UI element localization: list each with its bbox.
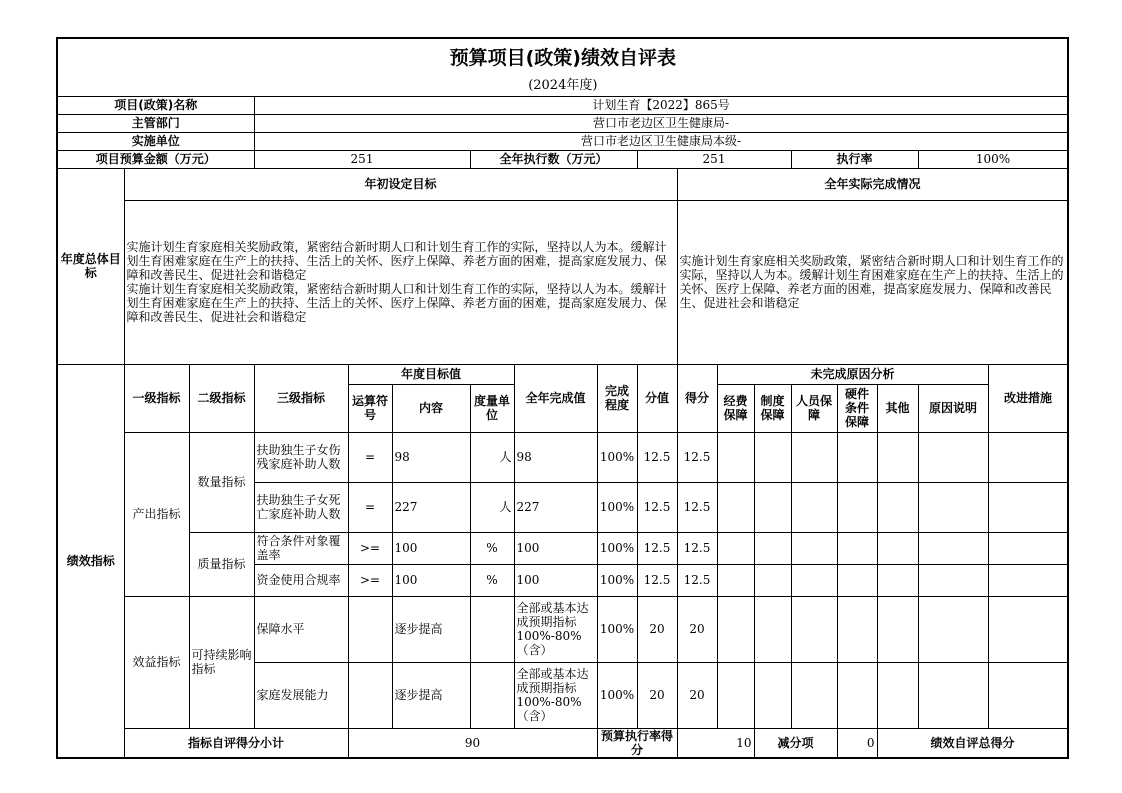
row-op — [348, 596, 392, 662]
row-score: 20 — [677, 596, 717, 662]
group-quantity: 数量指标 — [189, 432, 254, 532]
row-name: 家庭发展能力 — [254, 662, 348, 728]
rate-value: 100% — [918, 150, 1068, 168]
deduct-label: 减分项 — [754, 728, 837, 758]
table-row — [57, 432, 1068, 482]
row-op: >= — [348, 564, 392, 596]
initial-goal-paragraph-2: 实施计划生育家庭相关奖励政策，紧密结合新时期人口和计划生育工作的实际，坚持以人为本。缓解计划生育困难家庭在生产上的扶持、生活上的关怀、医疗上保障、养老方面的困难，提高家庭发展力、保障和改善民生、促进社会和谐稳定 — [126, 282, 667, 324]
project-name-value: 计划生育【2022】865号 — [254, 96, 1068, 114]
header-reason-desc: 原因说明 — [918, 384, 988, 432]
row-value: 12.5 — [637, 432, 677, 482]
actual-result-header: 全年实际完成情况 — [677, 168, 1068, 200]
row-content: 100 — [392, 564, 470, 596]
subtotal-label: 指标自评得分小计 — [124, 728, 348, 758]
initial-goal-header: 年初设定目标 — [124, 168, 677, 200]
year-subtitle: (2024年度) — [57, 76, 1068, 96]
budget-label: 项目预算金额（万元） — [57, 150, 254, 168]
row-name: 符合条件对象覆盖率 — [254, 532, 348, 564]
exec-score-label: 预算执行率得分 — [597, 728, 677, 758]
row-unit: 人 — [470, 482, 514, 532]
header-level1: 一级指标 — [124, 364, 189, 432]
row-actual: 98 — [514, 432, 597, 482]
exec-label: 全年执行数（万元） — [470, 150, 637, 168]
row-name: 资金使用合规率 — [254, 564, 348, 596]
row-value: 12.5 — [637, 564, 677, 596]
self-evaluation-table — [56, 37, 1069, 759]
header-reason-fund: 经费保障 — [717, 384, 754, 432]
row-content: 逐步提高 — [392, 662, 470, 728]
dept-label: 主管部门 — [57, 114, 254, 132]
row-value: 20 — [637, 596, 677, 662]
header-reason-system: 制度保障 — [754, 384, 791, 432]
header-op: 运算符号 — [348, 384, 392, 432]
row-unit — [470, 662, 514, 728]
row-op: = — [348, 432, 392, 482]
rate-label: 执行率 — [791, 150, 918, 168]
total-label: 绩效自评总得分 — [877, 728, 1068, 758]
header-reason-other: 其他 — [877, 384, 918, 432]
header-degree: 完成程度 — [597, 364, 637, 432]
row-name: 扶助独生子女死亡家庭补助人数 — [254, 482, 348, 532]
header-actual: 全年完成值 — [514, 364, 597, 432]
row-actual: 227 — [514, 482, 597, 532]
row-content: 100 — [392, 532, 470, 564]
row-degree: 100% — [597, 482, 637, 532]
header-target-group: 年度目标值 — [348, 364, 514, 384]
performance-indicator-label: 绩效指标 — [57, 364, 124, 758]
row-content: 逐步提高 — [392, 596, 470, 662]
header-unit: 度量单位 — [470, 384, 514, 432]
header-reason-staff: 人员保障 — [791, 384, 837, 432]
row-actual: 100 — [514, 532, 597, 564]
row-actual: 全部或基本达成预期指标100%-80%（含） — [514, 596, 597, 662]
deduct-value: 0 — [837, 728, 877, 758]
row-score: 12.5 — [677, 482, 717, 532]
row-unit: 人 — [470, 432, 514, 482]
row-actual: 全部或基本达成预期指标100%-80%（含） — [514, 662, 597, 728]
header-improve: 改进措施 — [988, 364, 1068, 432]
dept-value: 营口市老边区卫生健康局- — [254, 114, 1068, 132]
row-unit: % — [470, 532, 514, 564]
group-benefit: 效益指标 — [124, 596, 189, 728]
row-score: 12.5 — [677, 532, 717, 564]
unit-value: 营口市老边区卫生健康局本级- — [254, 132, 1068, 150]
row-degree: 100% — [597, 564, 637, 596]
row-value: 20 — [637, 662, 677, 728]
header-score: 得分 — [677, 364, 717, 432]
annual-goal-label: 年度总体目标 — [57, 168, 124, 364]
unit-label: 实施单位 — [57, 132, 254, 150]
row-unit — [470, 596, 514, 662]
row-degree: 100% — [597, 596, 637, 662]
row-degree: 100% — [597, 432, 637, 482]
row-unit: % — [470, 564, 514, 596]
row-name: 扶助独生子女伤残家庭补助人数 — [254, 432, 348, 482]
row-degree: 100% — [597, 662, 637, 728]
row-content: 98 — [392, 432, 470, 482]
group-sustain: 可持续影响指标 — [189, 596, 254, 728]
header-content: 内容 — [392, 384, 470, 432]
table-row — [57, 532, 1068, 564]
group-output: 产出指标 — [124, 432, 189, 596]
table-row — [57, 596, 1068, 662]
row-score: 12.5 — [677, 564, 717, 596]
budget-value: 251 — [254, 150, 470, 168]
header-reason-group: 未完成原因分析 — [717, 364, 988, 384]
row-op: = — [348, 482, 392, 532]
row-value: 12.5 — [637, 482, 677, 532]
row-name: 保障水平 — [254, 596, 348, 662]
row-content: 227 — [392, 482, 470, 532]
row-value: 12.5 — [637, 532, 677, 564]
actual-result-text: 实施计划生育家庭相关奖励政策，紧密结合新时期人口和计划生育工作的实际，坚持以人为本。缓解计划生育困难家庭在生产上的扶持、生活上的关怀、医疗上保障、养老方面的困难，提高家庭发展力、保障和改善民生、促进社会和谐稳定 — [677, 200, 1068, 364]
row-op: >= — [348, 532, 392, 564]
project-name-label: 项目(政策)名称 — [57, 96, 254, 114]
row-degree: 100% — [597, 532, 637, 564]
page-title: 预算项目(政策)绩效自评表 — [57, 38, 1068, 76]
row-actual: 100 — [514, 564, 597, 596]
initial-goal-paragraph-1: 实施计划生育家庭相关奖励政策，紧密结合新时期人口和计划生育工作的实际，坚持以人为本。缓解计划生育困难家庭在生产上的扶持、生活上的关怀、医疗上保障、养老方面的困难，提高家庭发展力、保障和改善民生、促进社会和谐稳定 — [126, 240, 667, 282]
header-level3: 三级指标 — [254, 364, 348, 432]
row-score: 20 — [677, 662, 717, 728]
initial-goal-text — [124, 200, 677, 364]
exec-value: 251 — [637, 150, 791, 168]
header-level2: 二级指标 — [189, 364, 254, 432]
header-reason-hardware: 硬件条件保障 — [837, 384, 877, 432]
row-op — [348, 662, 392, 728]
group-quality: 质量指标 — [189, 532, 254, 596]
subtotal-value: 90 — [348, 728, 597, 758]
exec-score-value: 10 — [677, 728, 754, 758]
row-score: 12.5 — [677, 432, 717, 482]
header-score-value: 分值 — [637, 364, 677, 432]
